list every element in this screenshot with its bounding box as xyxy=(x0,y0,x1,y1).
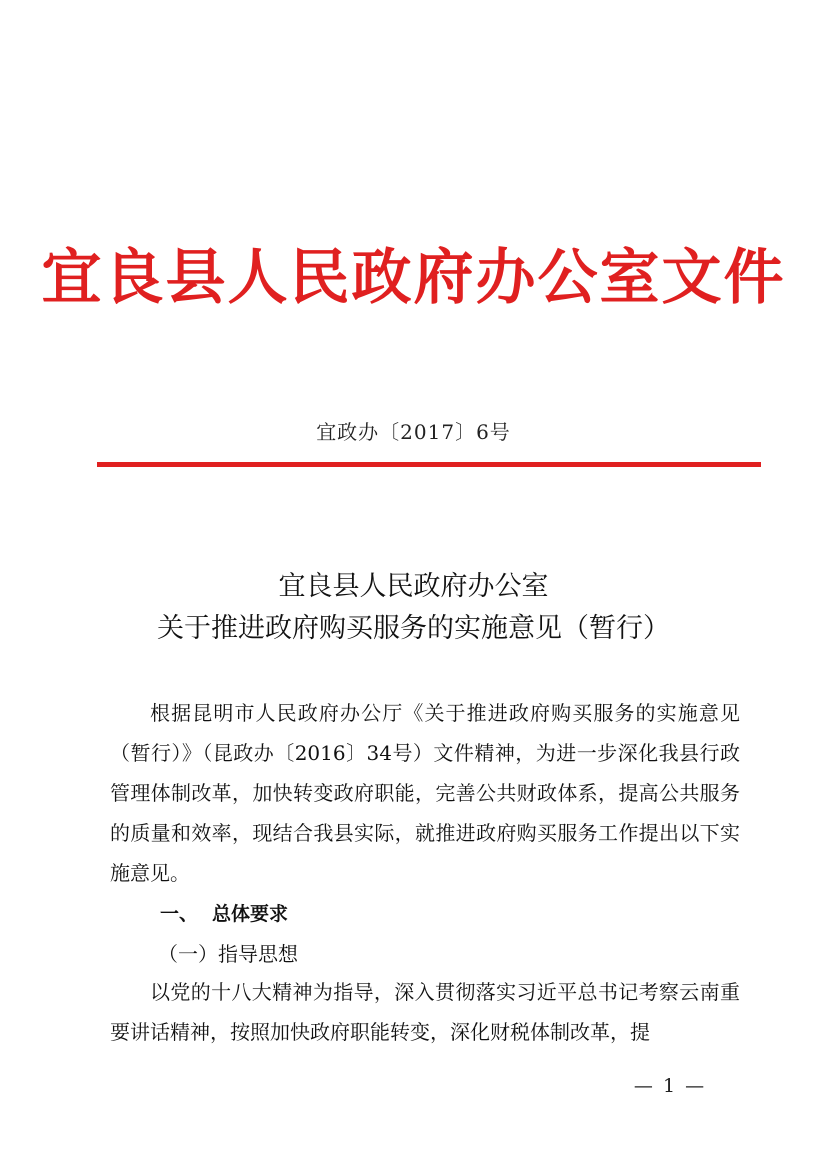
document-title-line-1: 宜良县人民政府办公室 xyxy=(278,571,549,602)
document-title-line-2: 关于推进政府购买服务的实施意见（暂行） xyxy=(157,613,670,644)
body-paragraph: 以党的十八大精神为指导，深入贯彻落实习近平总书记考察云南重要讲话精神，按照加快政府职能转变，深化财税体制改革，提 xyxy=(110,980,740,1044)
section-heading xyxy=(160,896,288,932)
page-number: — 1 — xyxy=(633,1075,707,1097)
section-title: 总体要求 xyxy=(212,903,289,925)
document-number: 宜政办〔2017〕6号 xyxy=(316,420,511,444)
section-number: 一、 xyxy=(160,903,199,925)
red-separator-line xyxy=(97,462,761,467)
subsection-heading: （一）指导思想 xyxy=(158,942,298,966)
intro-paragraph: 根据昆明市人民政府办公厅《关于推进政府购买服务的实施意见（暂行）》（昆政办〔2016〕34号）文件精神，为进一步深化我县行政管理体制改革，加快转变政府职能，完善公共财政体系，提高公共服务的质量和效率，现结合我县实际，就推进政府购买服务工作提出以下实施意见。 xyxy=(110,701,740,885)
agency-header-title: 宜良县人民政府办公室文件 xyxy=(41,243,786,313)
document-title xyxy=(0,566,827,650)
